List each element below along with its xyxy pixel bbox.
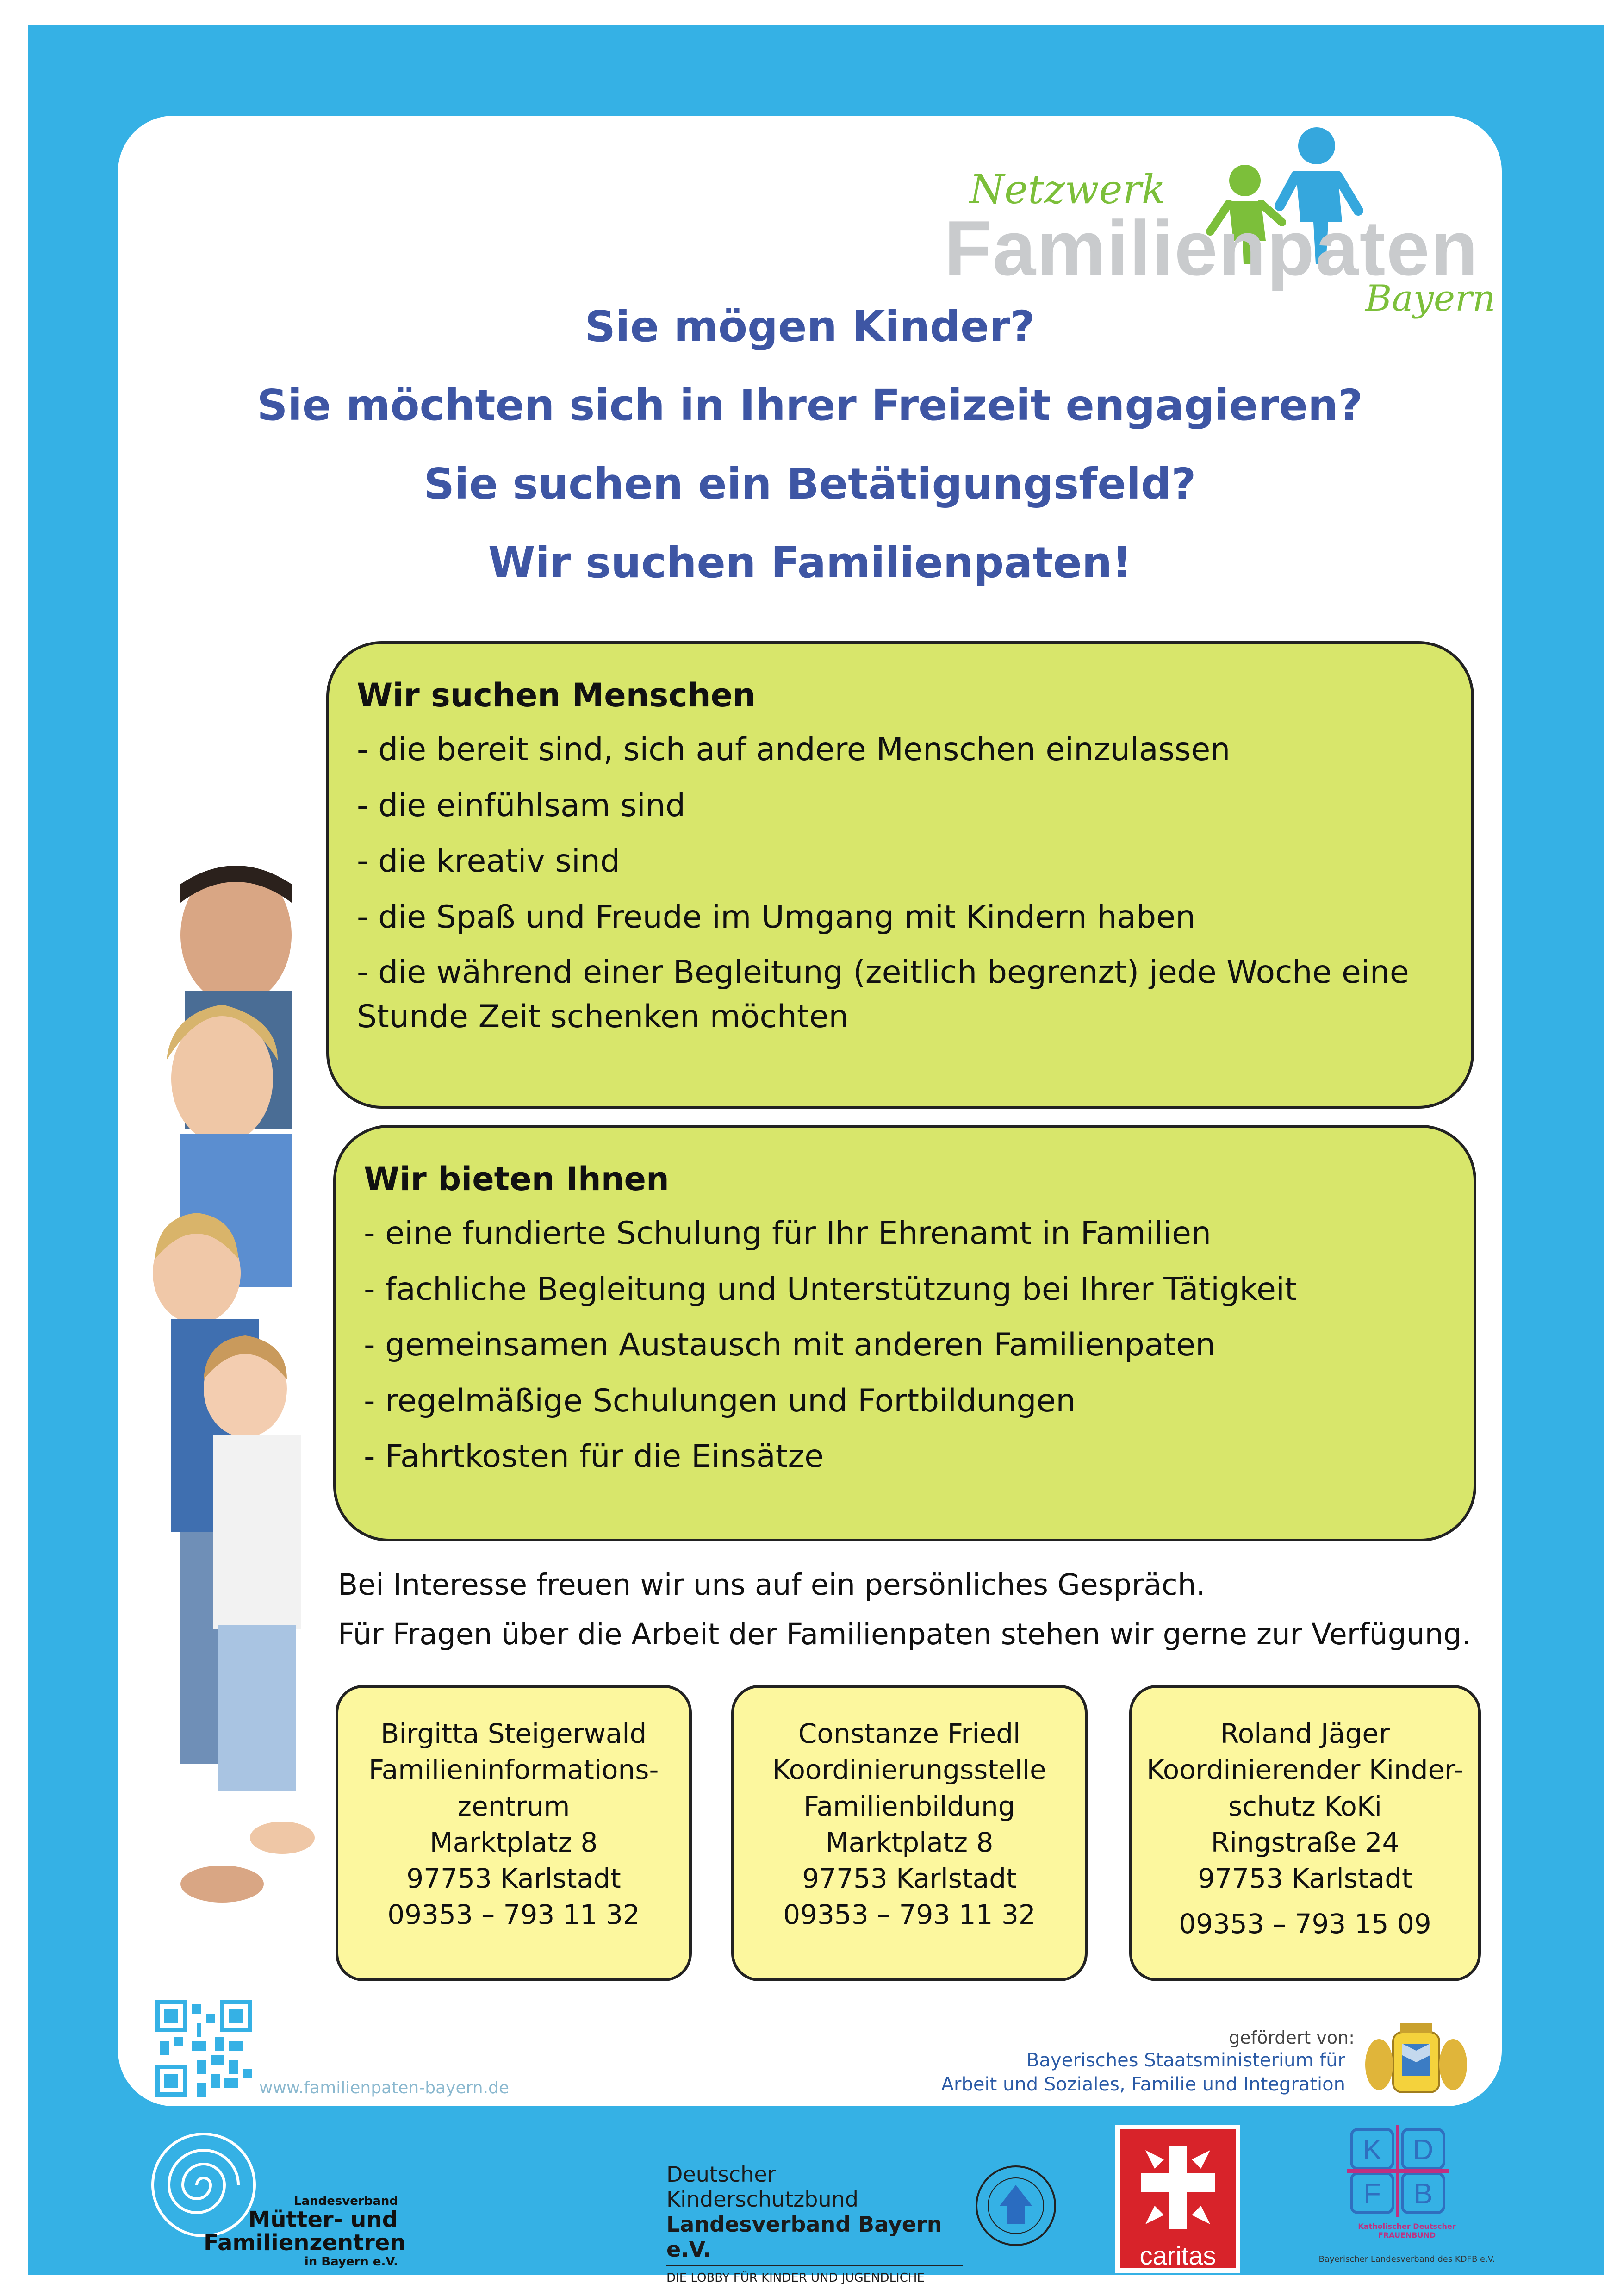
contact-street: Ringstraße 24 — [1211, 1826, 1399, 1858]
headline-line-1: Sie mögen Kinder? — [585, 302, 1035, 351]
contact-name: Birgitta Steigerwald — [380, 1718, 647, 1749]
lv-label: Landesverband — [293, 2194, 398, 2208]
offer-box — [333, 1125, 1476, 1541]
lv-label: Mütter- und — [248, 2207, 398, 2233]
intro-text — [338, 1560, 1495, 1659]
contact-city: 97753 Karlstadt — [1198, 1863, 1412, 1895]
lv-muetterzentren-logo — [204, 2194, 406, 2269]
seek-box — [326, 641, 1474, 1109]
website-link[interactable]: www.familienpaten-bayern.de — [259, 2078, 510, 2097]
kinderschutzbund-emblem-icon — [972, 2162, 1060, 2250]
list-item: - eine fundierte Schulung für Ihr Ehrenamt in Familien — [364, 1215, 1212, 1252]
kdfb-letter: B — [1413, 2178, 1433, 2210]
contact-org: Koordinierender Kinder- — [1146, 1754, 1464, 1786]
logo-bayern: Bayern — [1365, 278, 1496, 319]
offer-title: Wir bieten Ihnen — [364, 1160, 669, 1198]
ministry-line-1: Bayerisches Staatsministerium für — [1026, 2050, 1345, 2071]
contact-phone: 09353 – 793 15 09 — [1179, 1908, 1431, 1940]
lv-label: in Bayern e.V. — [304, 2254, 398, 2269]
bavarian-crest-icon — [1361, 2023, 1472, 2102]
kdfb-letter: K — [1362, 2134, 1382, 2166]
list-item: - die bereit sind, sich auf andere Menschen einzulassen — [357, 731, 1231, 768]
contact-street: Marktplatz 8 — [429, 1826, 598, 1858]
contact-name: Constanze Friedl — [798, 1718, 1021, 1749]
dksb-line-3: DIE LOBBY FÜR KINDER UND JUGENDLICHE — [666, 2271, 925, 2285]
headline — [185, 302, 1435, 620]
kdfb-subtitle: Bayerischer Landesverband des KDFB e.V. — [1318, 2254, 1495, 2264]
intro-line-1: Bei Interesse freuen wir uns auf ein persönliches Gespräch. — [338, 1568, 1206, 1602]
list-item: - fachliche Begleitung und Unterstützung bei Ihrer Tätigkeit — [364, 1271, 1297, 1308]
list-item: - die kreativ sind — [357, 843, 621, 880]
family-photo — [130, 866, 352, 1940]
ministry-line-2: Arbeit und Soziales, Familie und Integration — [941, 2074, 1345, 2095]
contact-name: Roland Jäger — [1220, 1718, 1390, 1749]
list-item: - Fahrtkosten für die Einsätze — [364, 1438, 824, 1475]
caritas-label: caritas — [1139, 2241, 1216, 2270]
contact-phone: 09353 – 793 11 32 — [387, 1899, 640, 1931]
intro-line-2: Für Fragen über die Arbeit der Familienpaten stehen wir gerne zur Verfügung. — [338, 1617, 1471, 1652]
kdfb-letter: D — [1412, 2134, 1434, 2166]
kdfb-grid-icon — [1347, 2125, 1449, 2217]
contact-city: 97753 Karlstadt — [802, 1863, 1017, 1895]
contact-org: schutz KoKi — [1228, 1790, 1382, 1822]
kdfb-name: Katholischer Deutscher FRAUENBUND — [1358, 2222, 1456, 2240]
headline-line-2: Sie möchten sich in Ihrer Freizeit engagieren? — [257, 381, 1363, 430]
list-item: - regelmäßige Schulungen und Fortbildungen — [364, 1382, 1076, 1419]
contact-card — [731, 1685, 1088, 1981]
contact-street: Marktplatz 8 — [825, 1826, 994, 1858]
contact-phone: 09353 – 793 11 32 — [783, 1899, 1036, 1931]
lv-label: Familienzentren — [204, 2230, 406, 2256]
contact-org: zentrum — [457, 1790, 570, 1822]
caritas-logo — [1115, 2125, 1240, 2273]
funded-by-label: gefördert von: — [1229, 2028, 1355, 2048]
seek-title: Wir suchen Menschen — [357, 676, 756, 714]
logo-familienpaten: Familienpaten — [944, 205, 1479, 292]
kinderschutzbund-logo — [666, 2162, 963, 2285]
ministry-name — [941, 2048, 1345, 2096]
contact-org: Familieninformations- — [368, 1754, 659, 1786]
dksb-line-2: Landesverband Bayern e.V. — [666, 2212, 963, 2266]
list-item: - die einfühlsam sind — [357, 787, 686, 824]
dksb-line-1: Deutscher Kinderschutzbund — [666, 2162, 858, 2212]
contact-org: Familienbildung — [803, 1790, 1015, 1822]
kdfb-letter: F — [1363, 2178, 1381, 2210]
headline-line-4: Wir suchen Familienpaten! — [488, 538, 1132, 587]
caritas-flame-cross-icon — [1136, 2141, 1219, 2234]
list-item: - die während einer Begleitung (zeitlich begrenzt) jede Woche eine Stunde Zeit schenken möchten — [357, 954, 1409, 1035]
list-item: - die Spaß und Freude im Umgang mit Kindern haben — [357, 898, 1196, 936]
logo-netzwerk: Netzwerk — [970, 167, 1166, 213]
contact-card — [1129, 1685, 1481, 1981]
qr-code-icon — [155, 2000, 252, 2097]
contact-org: Koordinierungsstelle — [772, 1754, 1046, 1786]
contact-city: 97753 Karlstadt — [406, 1863, 621, 1895]
contact-card — [336, 1685, 692, 1981]
list-item: - gemeinsamen Austausch mit anderen Familienpaten — [364, 1327, 1216, 1364]
headline-line-3: Sie suchen ein Betätigungsfeld? — [423, 459, 1196, 509]
